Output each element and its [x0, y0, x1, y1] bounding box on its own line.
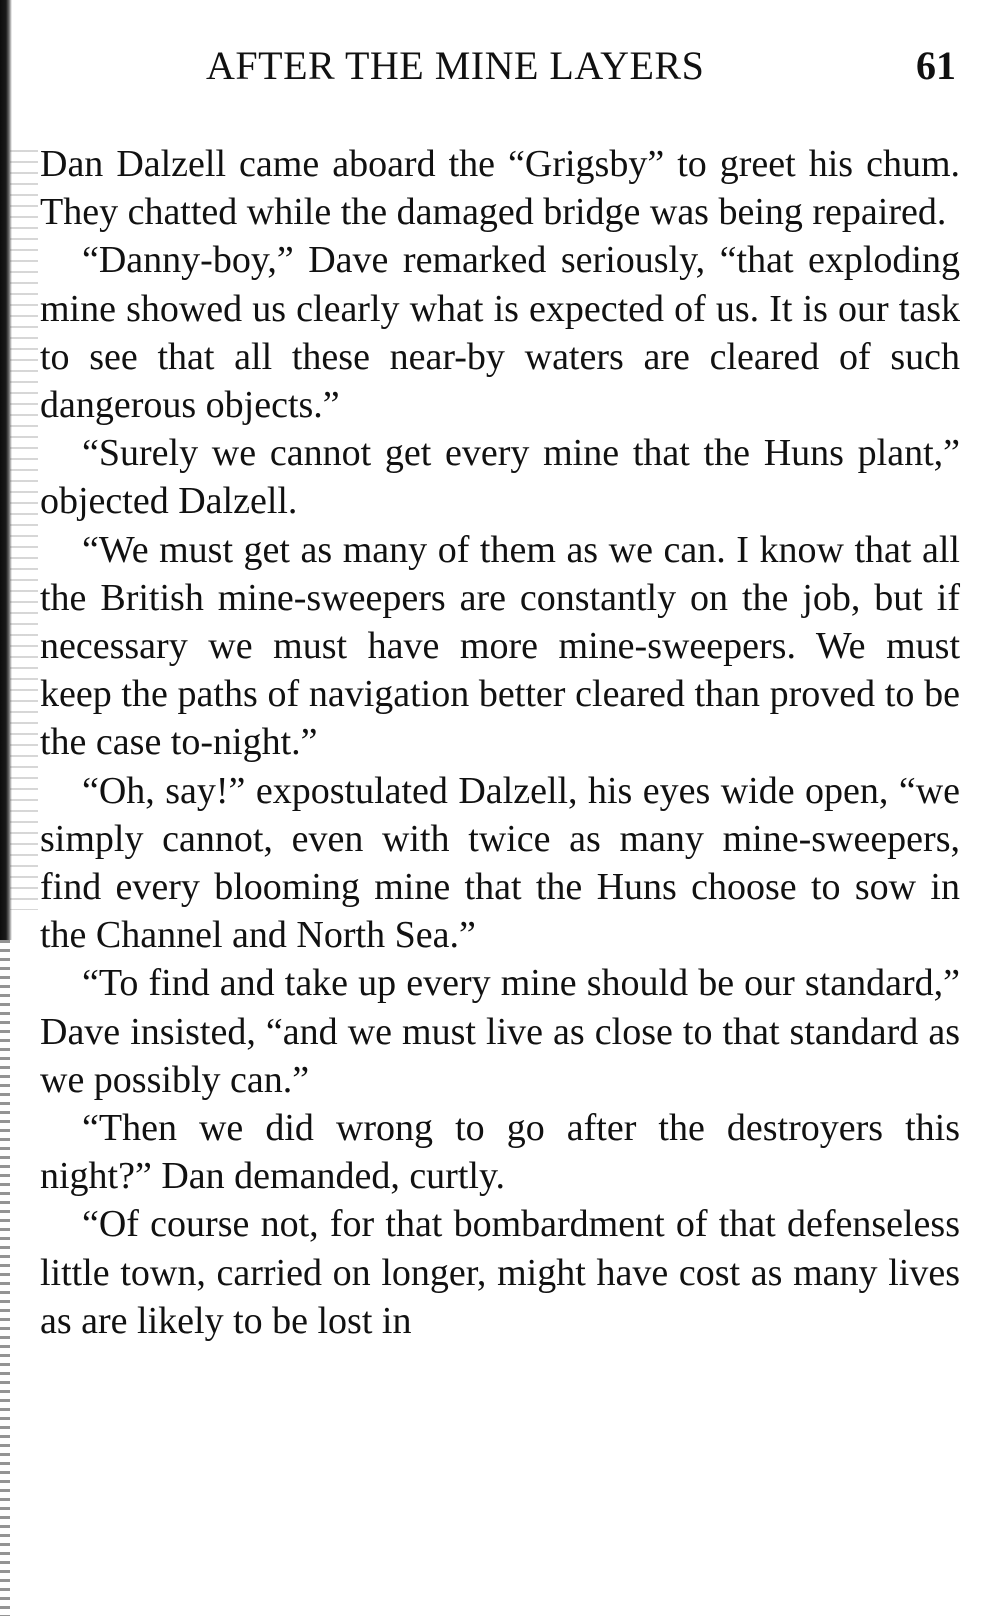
paragraph: “Of course not, for that bombardment of that defenseless little town, carried on longer, might have cost as many lives as are likely to be lost in — [40, 1203, 960, 1342]
scan-speckle — [10, 150, 38, 910]
paragraph: “Surely we cannot get every mine that the Huns plant,” objected Dalzell. — [40, 432, 960, 523]
paragraph: “Danny-boy,” Dave remarked seriously, “that exploding mine showed us clearly what is expected of us. It is our task to see that all these near-by waters are cleared of such dangerous objects.” — [40, 239, 960, 427]
page-header — [0, 40, 1000, 100]
running-title: AFTER THE MINE LAYERS — [206, 43, 705, 88]
binding-shadow-lower — [0, 940, 10, 1616]
paragraph: “Then we did wrong to go after the destroyers this night?” Dan demanded, curtly. — [40, 1107, 960, 1198]
paragraph: “To find and take up every mine should be our standard,” Dave insisted, “and we must live as close to that standard as we possibly can.” — [40, 962, 960, 1101]
page-number: 61 — [916, 43, 956, 88]
body-text — [40, 140, 960, 1345]
paragraph: “Oh, say!” expostulated Dalzell, his eyes wide open, “we simply cannot, even with twice as many mine-sweepers, find every blooming mine that the Huns choose to sow in the Channel and North Sea.” — [40, 769, 960, 957]
paragraph: Dan Dalzell came aboard the “Grigsby” to greet his chum. They chatted while the damaged bridge was being repaired. — [40, 143, 960, 234]
paragraph: “We must get as many of them as we can. I know that all the British mine-sweepers are constantly on the job, but if necessary we must have more mine-sweepers. We must keep the paths of navigation better cleared than proved to be the case to-night.” — [40, 528, 960, 764]
